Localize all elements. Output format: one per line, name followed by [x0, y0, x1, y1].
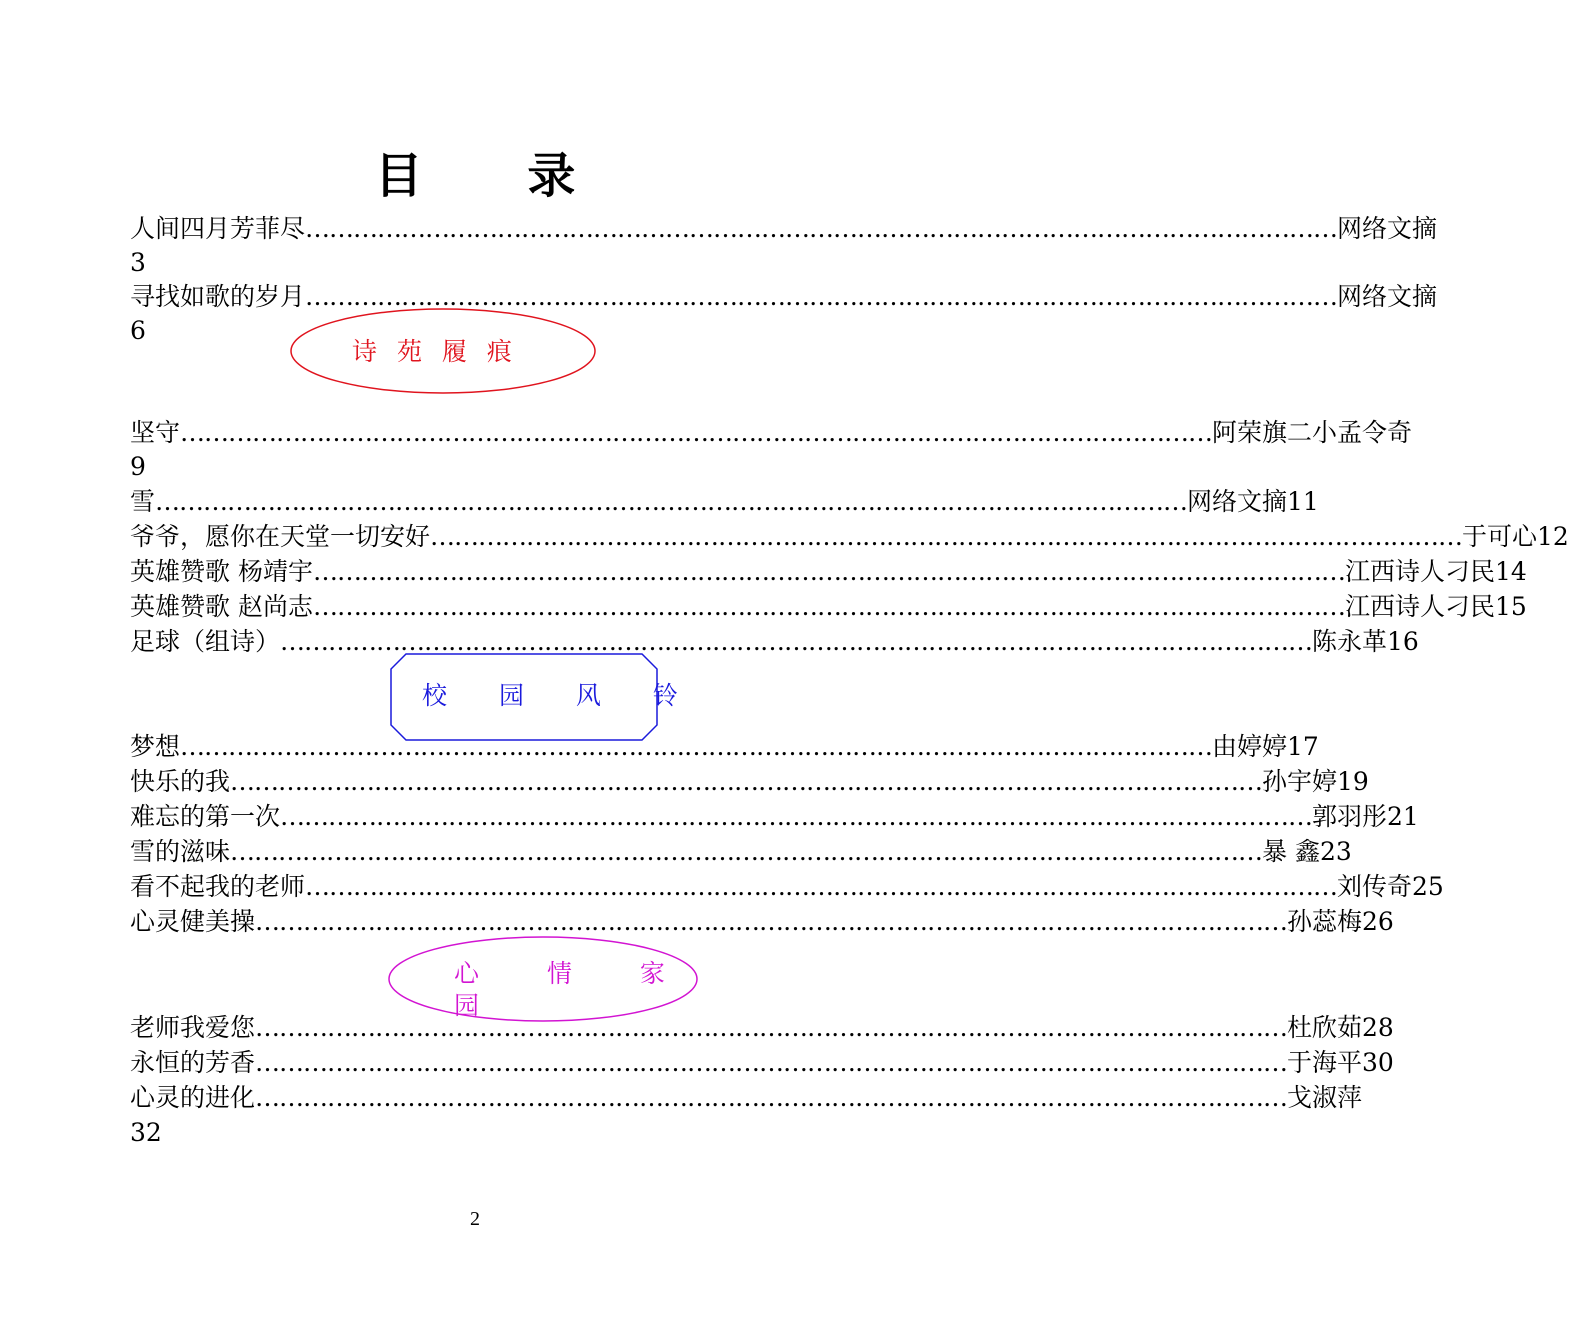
leader-dots: ………………………………………………………………………………………………………………… [305, 214, 1338, 243]
entry-author: 阿荣旗二小孟令奇 [1212, 418, 1413, 447]
toc-entry[interactable] [130, 1081, 1363, 1115]
toc-entry[interactable] [130, 590, 1527, 624]
entry-title: 心灵的进化 [130, 1083, 256, 1112]
entry-author: 暴 鑫 [1262, 837, 1320, 866]
entry-page: 12 [1537, 522, 1569, 551]
entry-author: 孙蕊梅 [1287, 907, 1363, 936]
entry-title: 人间四月芳菲尽 [130, 214, 306, 243]
entry-title: 梦想 [130, 732, 181, 761]
entry-page: 3 [130, 248, 146, 277]
leader-dots: ………………………………………………………………………………………………………………… [312, 557, 1345, 586]
entry-author: 网络文摘 [1337, 282, 1438, 311]
leader-dots: ………………………………………………………………………………………………………………… [430, 522, 1463, 551]
entry-author: 于可心 [1462, 522, 1538, 551]
leader-dots: ………………………………………………………………………………………………………………… [180, 732, 1213, 761]
entry-author: 孙宇婷 [1262, 767, 1338, 796]
toc-entry[interactable] [130, 765, 1369, 799]
entry-title: 老师我爱您 [130, 1013, 256, 1042]
section-label-wrap: 园 [454, 991, 480, 1020]
section-heading-mood [388, 936, 698, 1022]
leader-dots: ………………………………………………………………………………………………………………… [305, 282, 1338, 311]
leader-dots: ………………………………………………………………………………………………………………… [230, 767, 1263, 796]
section-heading-campus [390, 653, 700, 741]
entry-title: 英雄赞歌 赵尚志 [130, 592, 313, 621]
toc-entry[interactable] [130, 870, 1444, 904]
page-number: 2 [470, 1208, 480, 1230]
toc-entry[interactable] [130, 905, 1394, 939]
entry-title: 难忘的第一次 [130, 802, 281, 831]
leader-dots: ………………………………………………………………………………………………………………… [255, 907, 1288, 936]
toc-entry[interactable] [130, 1046, 1394, 1080]
toc-entry[interactable] [130, 730, 1319, 764]
entry-author: 陈永革 [1312, 627, 1388, 656]
entry-page: 28 [1362, 1013, 1394, 1042]
toc-entry[interactable] [130, 800, 1419, 834]
leader-dots: ………………………………………………………………………………………………………………… [230, 837, 1263, 866]
entry-page: 19 [1337, 767, 1369, 796]
entry-page: 32 [130, 1118, 162, 1147]
toc-entry[interactable] [130, 555, 1527, 589]
entry-author: 戈淑萍 [1287, 1083, 1363, 1112]
entry-page: 16 [1387, 627, 1419, 656]
entry-page: 14 [1494, 557, 1527, 586]
entry-author: 郭羽彤 [1312, 802, 1388, 831]
entry-title: 英雄赞歌 杨靖宇 [130, 557, 313, 586]
entry-page: 11 [1287, 487, 1319, 516]
toc-entry[interactable] [130, 1011, 1394, 1045]
entry-page: 6 [130, 316, 146, 345]
entry-author: 网络文摘 [1187, 487, 1288, 516]
entry-title: 看不起我的老师 [130, 872, 306, 901]
toc-entry[interactable] [130, 416, 1413, 450]
entry-page: 21 [1387, 802, 1419, 831]
section-label: 校 园 风 铃 [422, 681, 700, 710]
entry-page: 17 [1287, 732, 1319, 761]
toc-entry[interactable] [130, 485, 1319, 519]
section-label: 诗 苑 履 痕 [352, 337, 518, 366]
entry-title: 永恒的芳香 [130, 1048, 256, 1077]
toc-entry[interactable] [130, 520, 1569, 554]
entry-author: 杜欣茹 [1287, 1013, 1363, 1042]
entry-title: 快乐的我 [130, 767, 231, 796]
leader-dots: ………………………………………………………………………………………………………………… [280, 802, 1313, 831]
entry-title: 爷爷，愿你在天堂一切安好 [130, 522, 431, 551]
entry-author: 江西诗人刁民 [1344, 557, 1495, 586]
entry-title: 足球（组诗） [130, 627, 281, 656]
entry-title: 雪的滋味 [130, 837, 231, 866]
entry-title: 心灵健美操 [130, 907, 256, 936]
entry-author: 由婷婷 [1212, 732, 1288, 761]
leader-dots: ………………………………………………………………………………………………………………… [255, 1013, 1288, 1042]
entry-page: 25 [1412, 872, 1444, 901]
page-title: 目 录 [374, 148, 620, 204]
toc-entry[interactable] [130, 835, 1352, 869]
entry-title: 坚守 [130, 418, 181, 447]
entry-title: 雪 [130, 487, 156, 516]
toc-entry[interactable] [130, 212, 1438, 246]
leader-dots: ………………………………………………………………………………………………………………… [180, 418, 1213, 447]
section-heading-poetry [290, 308, 596, 394]
entry-page: 30 [1362, 1048, 1394, 1077]
entry-page: 15 [1494, 592, 1527, 621]
leader-dots: ………………………………………………………………………………………………………………… [312, 592, 1345, 621]
entry-page: 26 [1362, 907, 1394, 936]
leader-dots: ………………………………………………………………………………………………………………… [155, 487, 1188, 516]
leader-dots: ………………………………………………………………………………………………………………… [305, 872, 1338, 901]
leader-dots: ………………………………………………………………………………………………………………… [255, 1048, 1288, 1077]
entry-author: 于海平 [1287, 1048, 1363, 1077]
entry-title: 寻找如歌的岁月 [130, 282, 306, 311]
section-label: 心 情 家 [454, 959, 695, 988]
leader-dots: ………………………………………………………………………………………………………………… [255, 1083, 1288, 1112]
entry-author: 网络文摘 [1337, 214, 1438, 243]
entry-author: 刘传奇 [1337, 872, 1413, 901]
entry-page: 23 [1319, 837, 1352, 866]
leader-dots: ………………………………………………………………………………………………………………… [280, 627, 1313, 656]
entry-author: 江西诗人刁民 [1344, 592, 1495, 621]
entry-page: 9 [130, 452, 146, 481]
